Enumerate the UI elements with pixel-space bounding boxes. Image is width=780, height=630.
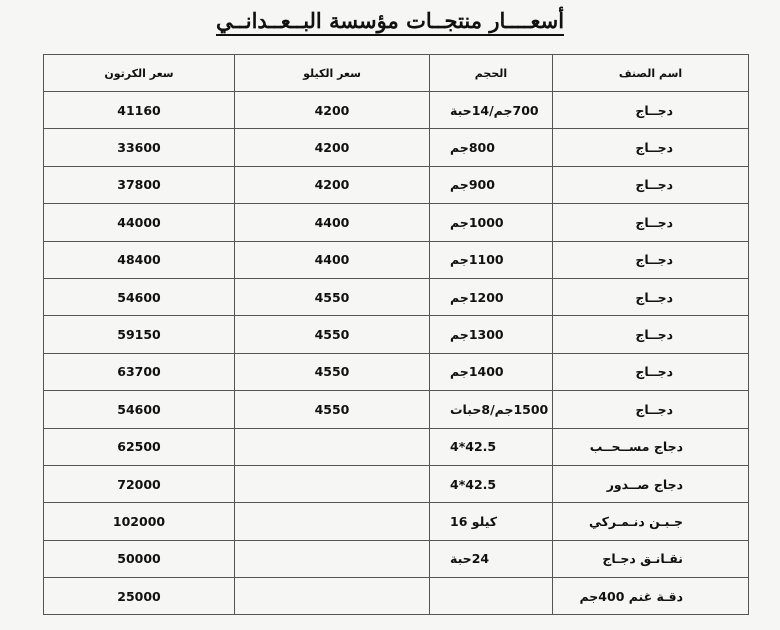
row-kilo-price: 4550 xyxy=(235,391,430,428)
row-carton-price: 72000 xyxy=(44,465,235,502)
row-kilo-price: 4550 xyxy=(235,353,430,390)
row-item: دجــاج xyxy=(553,391,749,428)
row-kilo-price: 4400 xyxy=(235,204,430,241)
row-carton-price: 44000 xyxy=(44,204,235,241)
row-kilo-price xyxy=(235,578,430,615)
row-size: كيلو 16 xyxy=(430,503,553,540)
row-kilo-price: 4200 xyxy=(235,92,430,129)
row-size: 24حبة xyxy=(430,540,553,577)
row-item: دجــاج xyxy=(553,316,749,353)
row-carton-price: 37800 xyxy=(44,166,235,203)
row-carton-price: 63700 xyxy=(44,353,235,390)
row-carton-price: 50000 xyxy=(44,540,235,577)
row-item: دجاج مســحــب xyxy=(553,428,749,465)
table-row xyxy=(44,578,749,615)
table-row xyxy=(44,503,749,540)
row-item: دجــاج xyxy=(553,166,749,203)
row-carton-price: 33600 xyxy=(44,129,235,166)
table-row xyxy=(44,278,749,315)
table-row xyxy=(44,540,749,577)
row-size: 1000جم xyxy=(430,204,553,241)
table-row xyxy=(44,391,749,428)
row-kilo-price: 4400 xyxy=(235,241,430,278)
row-item: دجــاج xyxy=(553,204,749,241)
row-carton-price: 54600 xyxy=(44,391,235,428)
row-kilo-price xyxy=(235,465,430,502)
table-row xyxy=(44,316,749,353)
row-size: 1300جم xyxy=(430,316,553,353)
row-size: 42.5*4 xyxy=(430,465,553,502)
row-item: دقـة غنم 400جم xyxy=(553,578,749,615)
row-size: 800جم xyxy=(430,129,553,166)
table-row xyxy=(44,204,749,241)
row-item: جـبـن دنـمـركي xyxy=(553,503,749,540)
row-size: 900جم xyxy=(430,166,553,203)
row-item: دجاج صــدور xyxy=(553,465,749,502)
row-item: دجــاج xyxy=(553,241,749,278)
page-title xyxy=(0,8,780,33)
row-size: 42.5*4 xyxy=(430,428,553,465)
row-item: دجــاج xyxy=(553,92,749,129)
header-size: الحجم xyxy=(430,55,553,92)
table-row xyxy=(44,465,749,502)
row-kilo-price xyxy=(235,428,430,465)
table-row xyxy=(44,166,749,203)
table-row xyxy=(44,92,749,129)
header-kilo-price: سعر الكيلو xyxy=(235,55,430,92)
row-size: 1200جم xyxy=(430,278,553,315)
row-size: 1100جم xyxy=(430,241,553,278)
price-table xyxy=(43,54,749,615)
page-title-text: أسعــــار منتجــات مؤسسة البــعــدانــي xyxy=(216,8,564,36)
header-item: اسم الصنف xyxy=(553,55,749,92)
row-kilo-price: 4550 xyxy=(235,278,430,315)
row-kilo-price xyxy=(235,503,430,540)
table-row xyxy=(44,353,749,390)
row-item: دجــاج xyxy=(553,353,749,390)
row-item: نقـانـق دجـاج xyxy=(553,540,749,577)
row-carton-price: 25000 xyxy=(44,578,235,615)
row-carton-price: 48400 xyxy=(44,241,235,278)
table-row xyxy=(44,129,749,166)
row-kilo-price xyxy=(235,540,430,577)
row-kilo-price: 4200 xyxy=(235,129,430,166)
row-carton-price: 41160 xyxy=(44,92,235,129)
row-carton-price: 102000 xyxy=(44,503,235,540)
row-carton-price: 62500 xyxy=(44,428,235,465)
row-kilo-price: 4200 xyxy=(235,166,430,203)
row-item: دجــاج xyxy=(553,129,749,166)
row-item: دجــاج xyxy=(553,278,749,315)
row-size: 700جم/14حبة xyxy=(430,92,553,129)
row-kilo-price: 4550 xyxy=(235,316,430,353)
row-size xyxy=(430,578,553,615)
row-carton-price: 54600 xyxy=(44,278,235,315)
table-header-row xyxy=(44,55,749,92)
table-row xyxy=(44,428,749,465)
header-carton-price: سعر الكرتون xyxy=(44,55,235,92)
row-size: 1400جم xyxy=(430,353,553,390)
row-size: 1500جم/8حبات xyxy=(430,391,553,428)
table-row xyxy=(44,241,749,278)
row-carton-price: 59150 xyxy=(44,316,235,353)
